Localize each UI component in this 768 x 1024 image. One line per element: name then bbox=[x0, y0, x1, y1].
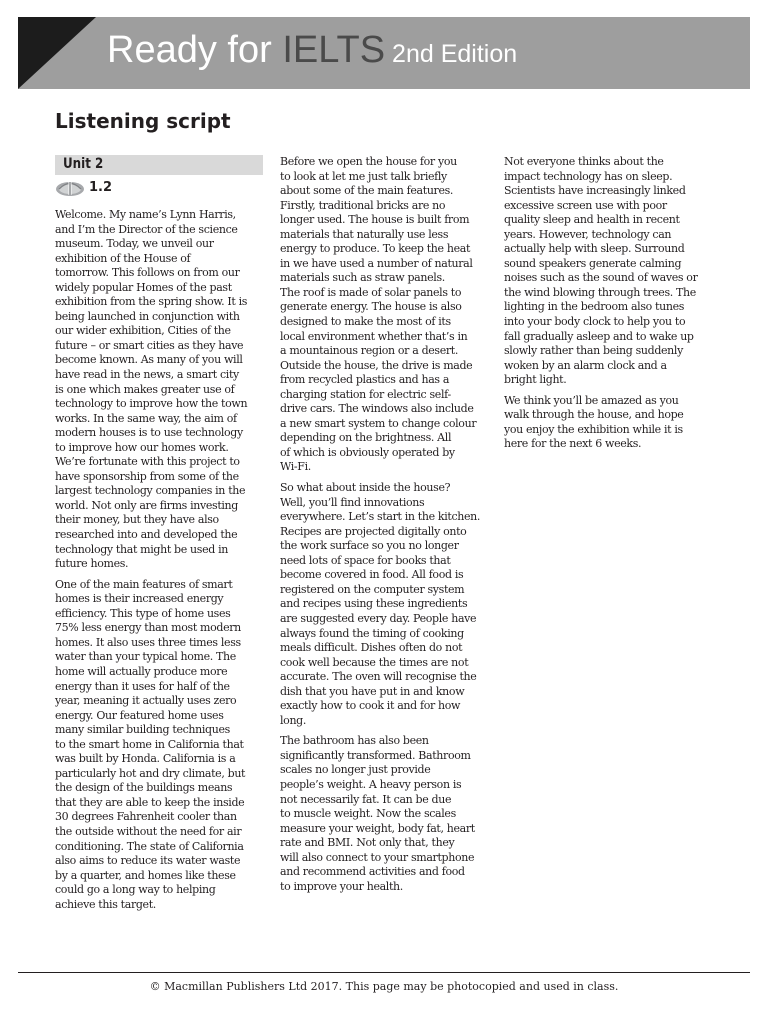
script-line: the design of the buildings means bbox=[55, 781, 233, 795]
script-line: rate and BMI. Not only that, they bbox=[280, 836, 455, 850]
script-line: into your body clock to help you to bbox=[504, 315, 686, 329]
script-line: We think you’ll be amazed as you bbox=[504, 393, 679, 407]
script-paragraph bbox=[55, 578, 267, 913]
copyright-footer: © Macmillan Publishers Ltd 2017. This page may be photocopied and used in class. bbox=[149, 980, 619, 993]
script-line: The bathroom has also been bbox=[280, 734, 429, 748]
script-line: future – or smart cities as they have bbox=[55, 338, 244, 352]
script-line: to muscle weight. Now the scales bbox=[280, 807, 456, 821]
script-line: that they are able to keep the inside bbox=[55, 795, 245, 809]
script-line: to look at let me just talk briefly bbox=[280, 169, 447, 183]
track-number: 1.2 bbox=[89, 180, 113, 195]
script-line: One of the main features of smart bbox=[55, 577, 233, 591]
script-line: also aims to reduce its water waste bbox=[55, 854, 241, 868]
unit-heading-bar bbox=[55, 155, 263, 175]
script-line: cook well because the times are not bbox=[280, 655, 469, 669]
script-line: longer used. The house is built from bbox=[280, 213, 470, 227]
script-line: the outside without the need for air bbox=[55, 824, 242, 838]
script-line: become known. As many of you will bbox=[55, 353, 243, 367]
text-column-2 bbox=[280, 155, 492, 900]
script-line: 30 degrees Fahrenheit cooler than bbox=[55, 810, 237, 824]
script-line: The roof is made of solar panels to bbox=[280, 285, 462, 299]
script-line: depending on the brightness. All bbox=[280, 431, 452, 445]
script-line: modern houses is to use technology bbox=[55, 426, 243, 440]
script-line: become covered in food. All food is bbox=[280, 568, 464, 582]
script-line: and I’m the Director of the science bbox=[55, 222, 238, 236]
script-line: achieve this target. bbox=[55, 897, 156, 911]
script-line: have read in the news, a smart city bbox=[55, 368, 239, 382]
script-line: charging station for electric self- bbox=[280, 387, 451, 401]
script-line: materials such as straw panels. bbox=[280, 271, 445, 285]
script-line: our wider exhibition, Cities of the bbox=[55, 324, 231, 338]
script-line: quality sleep and health in recent bbox=[504, 213, 680, 227]
script-line: measure your weight, body fat, heart bbox=[280, 821, 475, 835]
script-line: home will actually produce more bbox=[55, 664, 228, 678]
title-edition: 2nd Edition bbox=[385, 40, 518, 68]
script-line: Welcome. My name’s Lynn Harris, bbox=[55, 208, 236, 221]
script-line: world. Not only are firms investing bbox=[55, 498, 238, 512]
script-line: Not everyone thinks about the bbox=[504, 155, 664, 168]
title-ready-for: Ready for bbox=[107, 29, 283, 71]
script-line: people’s weight. A heavy person is bbox=[280, 777, 462, 791]
script-paragraph bbox=[280, 734, 492, 894]
script-line: significantly transformed. Bathroom bbox=[280, 748, 471, 762]
header-banner bbox=[18, 17, 750, 89]
footer-divider bbox=[18, 972, 750, 973]
script-line: local environment whether that’s in bbox=[280, 329, 468, 343]
script-line: the work surface so you no longer bbox=[280, 539, 459, 553]
script-line: of which is obviously operated by bbox=[280, 445, 455, 459]
script-line: works. In the same way, the aim of bbox=[55, 411, 237, 425]
script-line: from recycled plastics and has a bbox=[280, 373, 450, 387]
script-line: sound speakers generate calming bbox=[504, 256, 682, 270]
script-line: registered on the computer system bbox=[280, 582, 465, 596]
script-line: the wind blowing through trees. The bbox=[504, 285, 696, 299]
script-line: So what about inside the house? bbox=[280, 481, 451, 495]
text-column-1 bbox=[55, 208, 267, 918]
script-line: many similar building techniques bbox=[55, 723, 230, 737]
script-line: Wi-Fi. bbox=[280, 460, 311, 474]
script-line: Firstly, traditional bricks are no bbox=[280, 198, 446, 212]
audio-disc-icon bbox=[55, 180, 85, 196]
script-line: need lots of space for books that bbox=[280, 553, 451, 567]
script-line: energy. Our featured home uses bbox=[55, 708, 224, 722]
script-line: homes is their increased energy bbox=[55, 592, 224, 606]
script-line: Outside the house, the drive is made bbox=[280, 358, 473, 372]
script-line: is one which makes greater use of bbox=[55, 382, 235, 396]
script-line: lighting in the bedroom also tunes bbox=[504, 300, 685, 314]
script-line: are suggested every day. People have bbox=[280, 611, 477, 625]
script-line: technology to improve how the town bbox=[55, 397, 248, 411]
script-line: impact technology has on sleep. bbox=[504, 169, 673, 183]
script-line: have sponsorship from some of the bbox=[55, 469, 239, 483]
script-line: homes. It also uses three times less bbox=[55, 635, 241, 649]
script-line: Before we open the house for you bbox=[280, 155, 457, 168]
script-line: energy than it uses for half of the bbox=[55, 679, 230, 693]
script-line: woken by an alarm clock and a bbox=[504, 358, 667, 372]
script-line: materials that naturally use less bbox=[280, 227, 449, 241]
script-line: and recipes using these ingredients bbox=[280, 597, 468, 611]
script-line: and recommend activities and food bbox=[280, 865, 465, 879]
script-line: museum. Today, we unveil our bbox=[55, 237, 214, 251]
script-line: 75% less energy than most modern bbox=[55, 621, 241, 635]
script-line: exactly how to cook it and for how bbox=[280, 699, 461, 713]
script-line: excessive screen use with poor bbox=[504, 198, 667, 212]
script-line: walk through the house, and hope bbox=[504, 408, 684, 422]
script-line: a mountainous region or a desert. bbox=[280, 344, 459, 358]
script-line: slowly rather than being suddenly bbox=[504, 344, 683, 358]
script-line: exhibition of the House of bbox=[55, 251, 191, 265]
script-line: widely popular Homes of the past bbox=[55, 280, 232, 294]
script-line: you enjoy the exhibition while it is bbox=[504, 422, 683, 436]
script-paragraph bbox=[55, 208, 267, 572]
script-line: to improve your health. bbox=[280, 879, 403, 893]
script-line: will also connect to your smartphone bbox=[280, 850, 475, 864]
script-line: We’re fortunate with this project to bbox=[55, 455, 240, 469]
script-line: long. bbox=[280, 713, 307, 727]
script-line: exhibition from the spring show. It is bbox=[55, 295, 248, 309]
script-line: in we have used a number of natural bbox=[280, 256, 473, 270]
script-line: efficiency. This type of home uses bbox=[55, 606, 231, 620]
script-line: being launched in conjunction with bbox=[55, 309, 240, 323]
script-line: largest technology companies in the bbox=[55, 484, 246, 498]
script-paragraph bbox=[280, 481, 492, 728]
script-line: accurate. The oven will recognise the bbox=[280, 670, 477, 684]
script-line: meals difficult. Dishes often do not bbox=[280, 641, 463, 655]
script-line: drive cars. The windows also include bbox=[280, 402, 474, 416]
script-line: everywhere. Let’s start in the kitchen. bbox=[280, 510, 481, 524]
page-title: Listening script bbox=[55, 109, 231, 133]
unit-label: Unit 2 bbox=[63, 156, 104, 172]
script-line: noises such as the sound of waves or bbox=[504, 271, 698, 285]
script-line: their money, but they have also bbox=[55, 513, 219, 527]
script-line: always found the timing of cooking bbox=[280, 626, 464, 640]
script-line: actually help with sleep. Surround bbox=[504, 242, 685, 256]
script-line: researched into and developed the bbox=[55, 528, 238, 542]
script-line: year, meaning it actually uses zero bbox=[55, 694, 237, 708]
script-line: to the smart home in California that bbox=[55, 737, 244, 751]
script-line: water than your typical home. The bbox=[55, 650, 236, 664]
title-ielts: IELTS bbox=[282, 29, 386, 71]
script-line: was built by Honda. California is a bbox=[55, 752, 236, 766]
banner-corner-triangle bbox=[18, 17, 96, 89]
script-line: about some of the main features. bbox=[280, 184, 454, 198]
script-paragraph bbox=[504, 394, 716, 452]
script-line: particularly hot and dry climate, but bbox=[55, 766, 246, 780]
script-line: here for the next 6 weeks. bbox=[504, 437, 642, 451]
script-line: bright light. bbox=[504, 373, 567, 387]
script-line: a new smart system to change colour bbox=[280, 416, 477, 430]
book-title bbox=[107, 31, 517, 69]
script-paragraph bbox=[504, 155, 716, 388]
script-line: by a quarter, and homes like these bbox=[55, 868, 236, 882]
text-column-3 bbox=[504, 155, 716, 458]
script-line: fall gradually asleep and to wake up bbox=[504, 329, 694, 343]
script-line: to improve how our homes work. bbox=[55, 440, 229, 454]
script-line: Well, you’ll find innovations bbox=[280, 495, 425, 509]
script-line: years. However, technology can bbox=[504, 227, 672, 241]
script-line: could go a long way to helping bbox=[55, 883, 216, 897]
script-line: generate energy. The house is also bbox=[280, 300, 462, 314]
script-line: conditioning. The state of California bbox=[55, 839, 244, 853]
script-line: energy to produce. To keep the heat bbox=[280, 242, 471, 256]
script-line: technology that might be used in bbox=[55, 542, 228, 556]
script-line: dish that you have put in and know bbox=[280, 684, 465, 698]
script-paragraph bbox=[280, 155, 492, 475]
script-line: tomorrow. This follows on from our bbox=[55, 266, 240, 280]
script-line: Scientists have increasingly linked bbox=[504, 184, 686, 198]
script-line: scales no longer just provide bbox=[280, 763, 431, 777]
script-line: not necessarily fat. It can be due bbox=[280, 792, 452, 806]
script-line: designed to make the most of its bbox=[280, 315, 451, 329]
script-line: Recipes are projected digitally onto bbox=[280, 524, 467, 538]
script-line: future homes. bbox=[55, 557, 129, 571]
